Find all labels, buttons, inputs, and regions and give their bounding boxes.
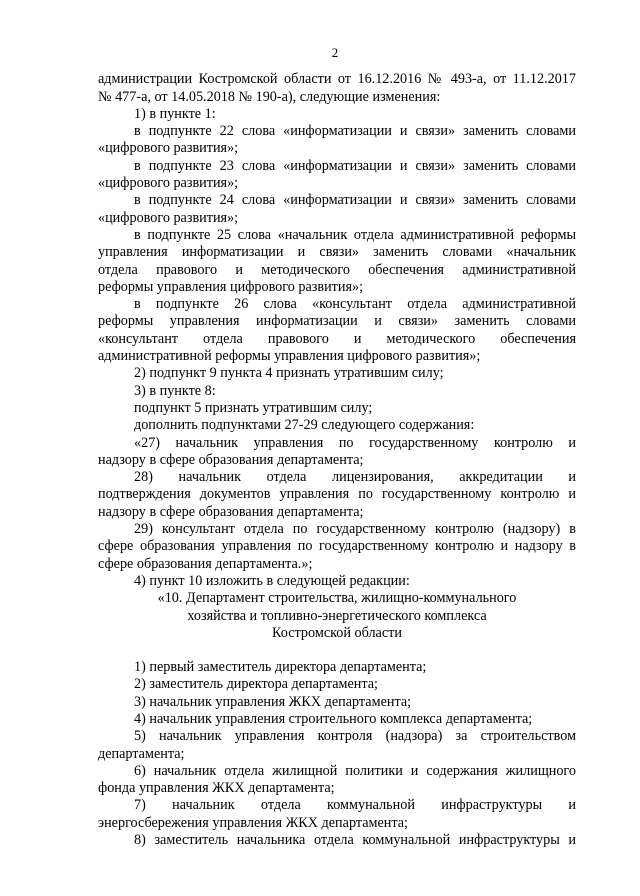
text-line: 1) первый заместитель директора департамента; xyxy=(134,659,427,676)
text-line: в подпункте 23 слова «информатизации и связи» заменить словами xyxy=(134,157,576,174)
text-line: 3) в пункте 8: xyxy=(134,382,216,399)
text-line: 4) начальник управления строительного комплекса департамента; xyxy=(134,710,533,727)
page-number: 2 xyxy=(331,45,339,60)
text-line: 29) консультант отдела по государственному контролю (надзору) в xyxy=(134,521,576,538)
text-line: Костромской области xyxy=(272,624,402,641)
text-line: сфере образования управления по государственному контролю и надзору в xyxy=(98,538,576,555)
text-line: 8) заместитель начальника отдела коммунальной инфраструктуры и xyxy=(134,832,576,849)
text-line: реформы управления цифрового развития»; xyxy=(98,278,364,295)
text-line: в подпункте 22 слова «информатизации и связи» заменить словами xyxy=(134,123,576,140)
text-line: административной реформы управления цифрового развития»; xyxy=(98,348,481,365)
document-body xyxy=(98,71,576,849)
text-line: реформы управления информатизации и связи» заменить словами xyxy=(98,313,576,330)
text-line: департамента; xyxy=(98,745,185,762)
text-line: «консультант отдела правового и методического обеспечения xyxy=(98,330,576,347)
text-line: в подпункте 24 слова «информатизации и связи» заменить словами xyxy=(134,192,576,209)
text-line: надзору в сфере образования департамента; xyxy=(98,503,364,520)
text-line: 7) начальник отдела коммунальной инфраструктуры и xyxy=(134,797,576,814)
text-line: 3) начальник управления ЖКХ департамента; xyxy=(134,693,412,710)
text-line: в подпункте 26 слова «консультант отдела административной xyxy=(134,296,576,313)
text-line: № 477-а, от 14.05.2018 № 190-а), следующие изменения: xyxy=(98,88,441,105)
text-line: «цифрового развития»; xyxy=(98,209,239,226)
text-line: «27) начальник управления по государственному контролю и xyxy=(134,434,576,451)
text-line: «цифрового развития»; xyxy=(98,140,239,157)
text-line: 1) в пункте 1: xyxy=(134,105,216,122)
text-line: 2) заместитель директора департамента; xyxy=(134,676,378,693)
document-page xyxy=(98,44,576,849)
text-line: фонда управления ЖКХ департамента; xyxy=(98,780,335,797)
text-line: дополнить подпунктами 27-29 следующего содержания: xyxy=(134,417,475,434)
text-line: энергосбережения управления ЖКХ департамента; xyxy=(98,814,408,831)
text-line: 6) начальник отдела жилищной политики и содержания жилищного xyxy=(134,762,576,779)
text-line: «10. Департамент строительства, жилищно-коммунального xyxy=(157,590,517,607)
text-line: подпункт 5 признать утратившим силу; xyxy=(134,399,373,416)
text-line: управления информатизации и связи» заменить словами «начальник xyxy=(98,244,576,261)
text-line: сфере образования департамента.»; xyxy=(98,555,313,572)
text-line: «цифрового развития»; xyxy=(98,175,239,192)
text-line: подтверждения документов управления по государственному контролю и xyxy=(98,486,576,503)
text-line: 5) начальник управления контроля (надзора) за строительством xyxy=(134,728,576,745)
text-line: администрации Костромской области от 16.12.2016 № 493-а, от 11.12.2017 xyxy=(98,71,576,88)
text-line: 2) подпункт 9 пункта 4 признать утратившим силу; xyxy=(134,365,444,382)
text-line xyxy=(98,642,576,659)
text-line: надзору в сфере образования департамента; xyxy=(98,451,364,468)
text-line: в подпункте 25 слова «начальник отдела административной реформы xyxy=(134,226,576,243)
text-line: отдела правового и методического обеспечения административной xyxy=(98,261,576,278)
text-line: 28) начальник отдела лицензирования, аккредитации и xyxy=(134,469,576,486)
text-line: хозяйства и топливно-энергетического комплекса xyxy=(187,607,487,624)
text-line: 4) пункт 10 изложить в следующей редакции: xyxy=(134,572,410,589)
